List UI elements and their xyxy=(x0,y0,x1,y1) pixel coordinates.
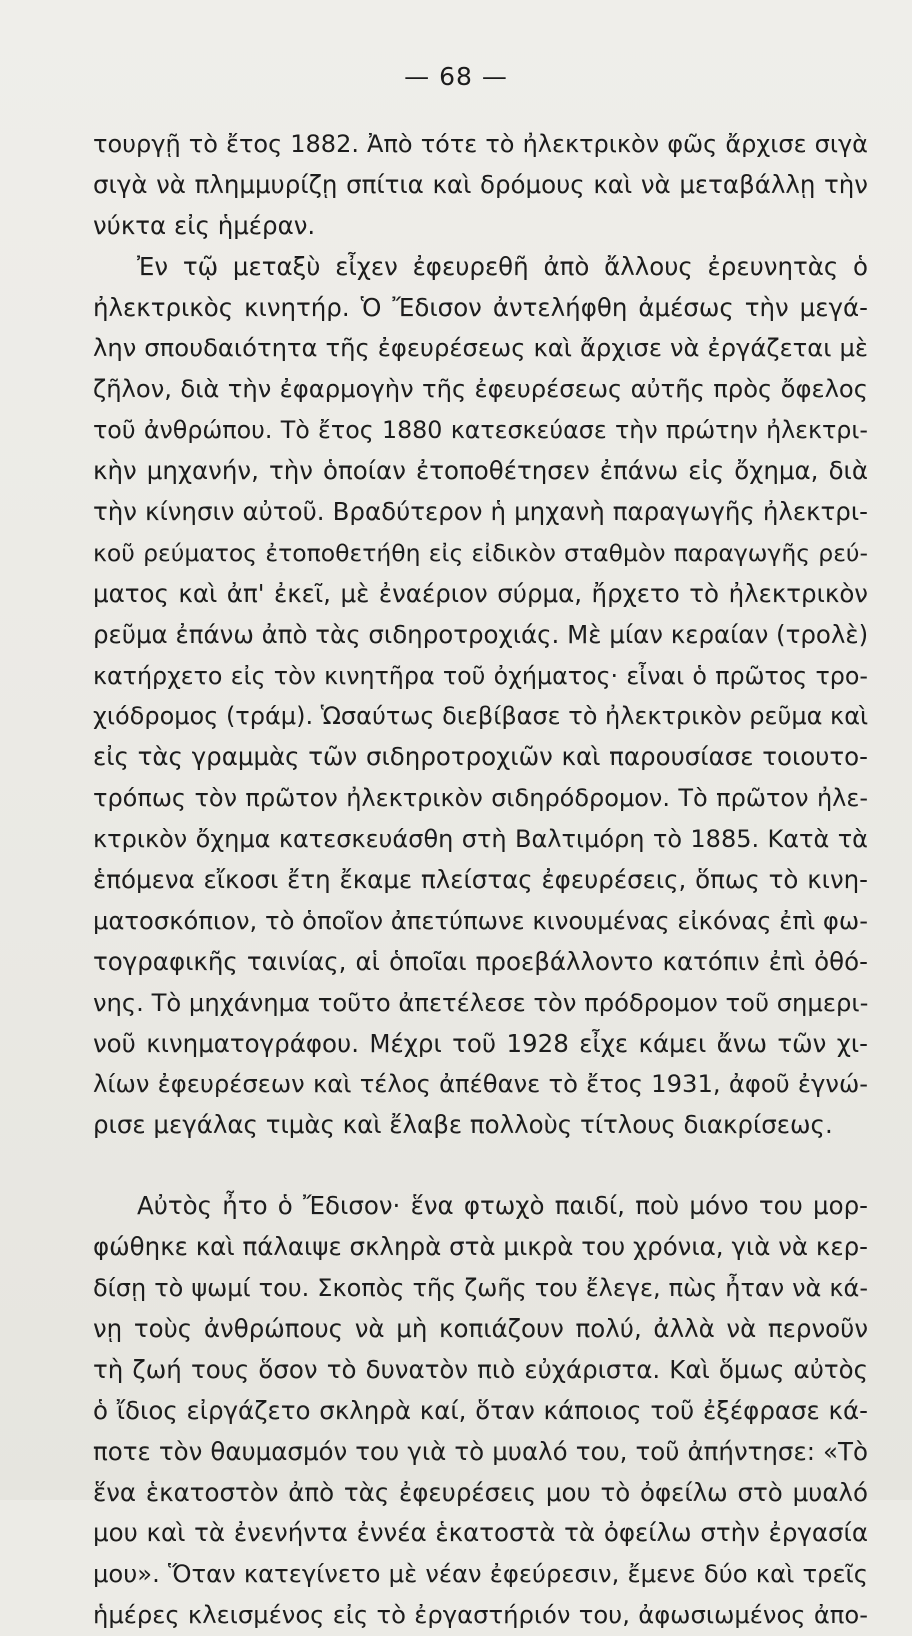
text-line: ἠλεκτρικὸς κινητήρ. Ὁ Ἔδισον ἀντελήφθη ἀμέσως τὴν μεγά- xyxy=(93,292,868,322)
text-line: νης. Τὸ μηχάνημα τοῦτο ἀπετέλεσε τὸν πρόδρομον τοῦ σημερι- xyxy=(93,987,869,1017)
text-line: εἰς τὰς γραμμὰς τῶν σιδηροτροχιῶν καὶ παρουσίασε τοιουτο- xyxy=(93,742,868,772)
text-line: ἕνα ἑκατοστὸν ἀπὸ τὰς ἐφευρέσεις μου τὸ ὀφείλω στὸ μυαλό xyxy=(93,1477,868,1507)
text-line: τὴν κίνησιν αὐτοῦ. Βραδύτερον ἡ μηχανὴ παραγωγῆς ἠλεκτρι- xyxy=(93,497,868,527)
text-line: νύκτα εἰς ἡμέραν. xyxy=(93,210,316,240)
text-line: ὁ ἴδιος εἰργάζετο σκληρὰ καί, ὅταν κάποιος τοῦ ἐξέφρασε κά- xyxy=(93,1395,868,1425)
text-line: τογραφικῆς ταινίας, αἱ ὁποῖαι προεβάλλοντο κατόπιν ἐπὶ ὀθό- xyxy=(93,946,868,976)
text-line: φώθηκε καὶ πάλαιψε σκληρὰ στὰ μικρὰ του χρόνια, γιὰ νὰ κερ- xyxy=(93,1232,868,1262)
text-line: τρόπως τὸν πρῶτον ἠλεκτρικὸν σιδηρόδρομον. Τὸ πρῶτον ἠλε- xyxy=(93,784,868,813)
text-line: λην σπουδαιότητα τῆς ἐφευρέσεως καὶ ἄρχισε νὰ ἐργάζεται μὲ xyxy=(93,333,868,363)
text-line: νῃ τοὺς ἀνθρώπους νὰ μὴ κοπιάζουν πολύ, ἀλλὰ νὰ περνοῦν xyxy=(93,1313,868,1343)
text-line: τοῦ ἀνθρώπου. Τὸ ἔτος 1880 κατεσκεύασε τὴν πρώτην ἠλεκτρι- xyxy=(93,416,868,445)
body-text xyxy=(93,124,868,1636)
text-line: ἑπόμενα εἴκοσι ἔτη ἔκαμε πλείστας ἐφευρέσεις, ὅπως τὸ κινη- xyxy=(93,865,868,895)
text-line: ρισε μεγάλας τιμὰς καὶ ἔλαβε πολλοὺς τίτλους διακρίσεως. xyxy=(93,1110,833,1140)
text-line: λίων ἐφευρέσεων καὶ τέλος ἀπέθανε τὸ ἔτος 1931, ἀφοῦ ἐγνώ- xyxy=(93,1069,868,1099)
text-line: ζῆλον, διὰ τὴν ἐφαρμογὴν τῆς ἐφευρέσεως αὐτῆς πρὸς ὄφελος xyxy=(93,374,868,404)
text-line: κὴν μηχανήν, τὴν ὁποίαν ἐτοποθέτησεν ἐπάνω εἰς ὄχημα, διὰ xyxy=(93,456,868,486)
text-line: κατήρχετο εἰς τὸν κινητῆρα τοῦ ὀχήματος· εἶναι ὁ πρῶτος τρο- xyxy=(93,661,868,690)
text-line: ματος καὶ ἀπ' ἐκεῖ, μὲ ἐναέριον σύρμα, ἤρχετο τὸ ἠλεκτρικὸν xyxy=(93,578,868,608)
text-line: μου καὶ τὰ ἐνενήντα ἐννέα ἑκατοστὰ τὰ ὀφείλω στὴν ἐργασία xyxy=(93,1518,868,1548)
text-line: Αὐτὸς ἦτο ὁ Ἔδισον· ἕνα φτωχὸ παιδί, ποὺ μόνο του μορ- xyxy=(137,1191,868,1221)
text-line: χιόδρομος (τράμ). Ὡσαύτως διεβίβασε τὸ ἠλεκτρικὸν ρεῦμα καὶ xyxy=(93,702,869,731)
text-line: δίσῃ τὸ ψωμί του. Σκοπὸς τῆς ζωῆς του ἔλεγε, πὼς ἦταν νὰ κά- xyxy=(93,1274,868,1303)
text-line: τουργῇ τὸ ἔτος 1882. Ἀπὸ τότε τὸ ἠλεκτρικὸν φῶς ἄρχισε σιγὰ xyxy=(93,130,868,158)
text-line: μου». Ὅταν κατεγίνετο μὲ νέαν ἐφεύρεσιν, ἔμενε δύο καὶ τρεῖς xyxy=(93,1559,868,1589)
paragraph-gap xyxy=(93,1146,868,1186)
text-line: ρεῦμα ἐπάνω ἀπὸ τὰς σιδηροτροχιάς. Μὲ μίαν κεραίαν (τρολὲ) xyxy=(93,619,869,649)
text-line: τὴ ζωή τους ὅσον τὸ δυνατὸν πιὸ εὐχάριστα. Καὶ ὅμως αὐτὸς xyxy=(93,1354,868,1384)
text-line: ἡμέρες κλεισμένος εἰς τὸ ἐργαστήριόν του, ἀφωσιωμένος ἀπο- xyxy=(93,1600,868,1630)
page-number: — 68 — xyxy=(404,62,508,91)
text-line: νοῦ κινηματογράφου. Μέχρι τοῦ 1928 εἶχε κάμει ἄνω τῶν χι- xyxy=(93,1028,868,1058)
paragraph-3 xyxy=(93,1186,868,1636)
text-line: Ἐν τῷ μεταξὺ εἶχεν ἐφευρεθῆ ἀπὸ ἄλλους ἐρευνητὰς ὁ xyxy=(137,251,868,281)
text-line: σιγὰ νὰ πλημμυρίζῃ σπίτια καὶ δρόμους καὶ νὰ μεταβάλλῃ τὴν xyxy=(93,169,868,199)
text-line: κτρικὸν ὄχημα κατεσκευάσθη στὴ Βαλτιμόρη τὸ 1885. Κατὰ τὰ xyxy=(93,825,868,854)
paragraph-1 xyxy=(93,124,868,247)
text-line: ποτε τὸν θαυμασμόν του γιὰ τὸ μυαλό του, τοῦ ἀπήντησε: «Τὸ xyxy=(93,1436,868,1466)
text-line: κοῦ ρεύματος ἐτοποθετήθη εἰς εἰδικὸν σταθμὸν παραγωγῆς ρεύ- xyxy=(93,538,868,567)
text-line: ματοσκόπιον, τὸ ὁποῖον ἀπετύπωνε κινουμένας εἰκόνας ἐπὶ φω- xyxy=(93,905,868,935)
paragraph-2 xyxy=(93,247,868,1147)
